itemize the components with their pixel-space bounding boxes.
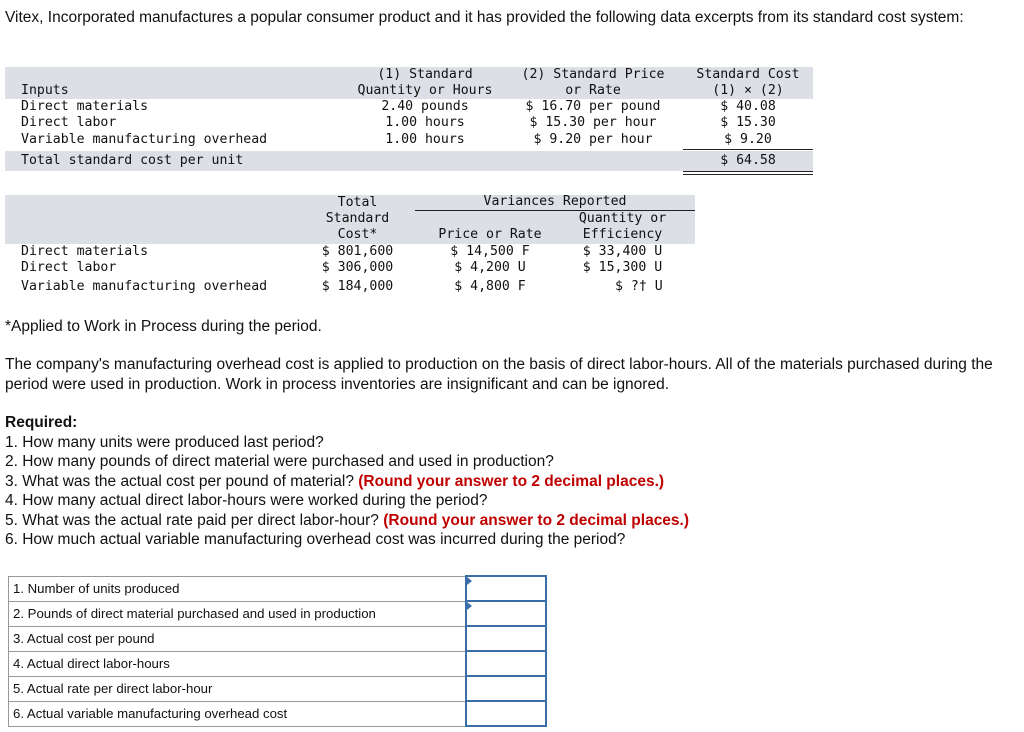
answer-row	[9, 676, 547, 701]
var-row-price: $ 4,800 F	[454, 279, 526, 294]
required-section	[5, 413, 1015, 550]
var-row-total: $ 801,600	[321, 244, 394, 259]
answer-label: 5. Actual rate per direct labor-hour	[9, 676, 467, 701]
footnote: *Applied to Work in Process during the period.	[5, 318, 322, 335]
answer-label: 2. Pounds of direct material purchased and used in production	[9, 601, 467, 626]
answer-cell	[466, 576, 546, 601]
total-value: $ 64.58	[720, 153, 776, 168]
answer-cell	[466, 601, 546, 626]
var-row-qty: $ 33,400 U	[582, 244, 663, 259]
answer-row	[9, 651, 547, 676]
price-rate-header: Price or Rate	[438, 227, 542, 242]
total-header-line2: Standard	[325, 211, 390, 226]
question-6: 6. How much actual variable manufacturing overhead cost was incurred during the period?	[5, 531, 626, 548]
row-qty: 1.00 hours	[385, 115, 465, 130]
question-1: 1. How many units were produced last period?	[5, 433, 324, 451]
row-label: Direct labor	[21, 115, 117, 130]
var-row-label: Variable manufacturing overhead	[21, 279, 268, 294]
intro-text: Vitex, Incorporated manufactures a popular consumer product and it has provided the following data excerpts from its standard cost system:	[5, 9, 964, 26]
row-price: $ 15.30 per hour	[529, 115, 657, 130]
description-paragraph: The company's manufacturing overhead cost is applied to production on the basis of direct labor-hours. All of the materials purchased during the period were used in production. Work in process inventories are insignificant and can be ignored.	[5, 356, 993, 393]
var-row-price: $ 4,200 U	[454, 260, 526, 275]
question-5-text: 5. What was the actual rate paid per direct labor-hour?	[5, 511, 379, 529]
question-5	[5, 511, 1015, 531]
answer-row	[9, 626, 547, 651]
question-3-text: 3. What was the actual cost per pound of material?	[5, 472, 354, 490]
qty-header-line2: Quantity or Hours	[357, 83, 493, 98]
qty-header-line1: Quantity or	[578, 211, 667, 226]
var-row-price: $ 14,500 F	[450, 244, 530, 259]
answer-input-units[interactable]	[467, 577, 549, 600]
rounding-note: (Round your answer to 2 decimal places.)	[358, 472, 665, 490]
row-label: Direct materials	[21, 99, 149, 114]
total-double-rule	[683, 174, 813, 175]
row-cost: $ 9.20	[724, 132, 772, 147]
row-cost: $ 40.08	[720, 99, 776, 114]
answer-input-labor-hours[interactable]	[467, 652, 549, 675]
input-marker-icon	[467, 602, 472, 610]
var-row-total: $ 184,000	[321, 279, 394, 294]
row-qty: 1.00 hours	[385, 132, 465, 147]
var-row-qty: $ ?† U	[615, 279, 663, 294]
answer-label: 3. Actual cost per pound	[9, 626, 467, 651]
answer-row	[9, 601, 547, 626]
price-header-line1: (2) Standard Price	[521, 67, 665, 82]
answer-cell	[466, 701, 546, 726]
qty-header-line2: Efficiency	[582, 227, 663, 242]
answer-input-labor-rate[interactable]	[467, 677, 549, 700]
total-header-line3: Cost*	[337, 227, 378, 242]
question-2: 2. How many pounds of direct material were purchased and used in production?	[5, 453, 554, 470]
row-label: Variable manufacturing overhead	[21, 132, 268, 147]
question-3	[5, 472, 1015, 492]
answer-cell	[466, 676, 546, 701]
var-row-label: Direct materials	[21, 244, 149, 259]
answer-input-pounds[interactable]	[467, 602, 549, 625]
answer-label: 1. Number of units produced	[9, 576, 467, 601]
question-4: 4. How many actual direct labor-hours were worked during the period?	[5, 492, 488, 509]
cost-header-line2: (1) × (2)	[712, 83, 784, 98]
total-double-rule	[683, 171, 813, 172]
answer-row	[9, 701, 547, 726]
answer-input-cost-per-pound[interactable]	[467, 627, 549, 650]
required-title: Required:	[5, 414, 78, 431]
row-cost: $ 15.30	[720, 115, 776, 130]
answer-label: 6. Actual variable manufacturing overhead cost	[9, 701, 467, 726]
price-header-line2: or Rate	[565, 83, 621, 98]
answer-input-overhead-cost[interactable]	[467, 702, 549, 725]
var-row-qty: $ 15,300 U	[582, 260, 663, 275]
input-marker-icon	[467, 577, 472, 585]
answer-row	[9, 576, 547, 601]
var-row-label: Direct labor	[21, 260, 117, 275]
qty-header-line1: (1) Standard	[377, 67, 473, 82]
row-price: $ 16.70 per pound	[525, 99, 661, 114]
row-qty: 2.40 pounds	[381, 99, 469, 114]
total-label: Total standard cost per unit	[21, 153, 244, 168]
total-header-line1: Total	[337, 195, 378, 210]
var-row-total: $ 306,000	[321, 260, 394, 275]
variances-header: Variances Reported	[483, 194, 627, 209]
answer-cell	[466, 626, 546, 651]
answer-table	[8, 575, 547, 727]
answer-cell	[466, 651, 546, 676]
inputs-header: Inputs	[21, 83, 69, 98]
answer-label: 4. Actual direct labor-hours	[9, 651, 467, 676]
row-price: $ 9.20 per hour	[533, 132, 653, 147]
cost-header-line1: Standard Cost	[696, 67, 800, 82]
subtotal-rule	[683, 149, 813, 150]
rounding-note: (Round your answer to 2 decimal places.)	[383, 511, 690, 529]
